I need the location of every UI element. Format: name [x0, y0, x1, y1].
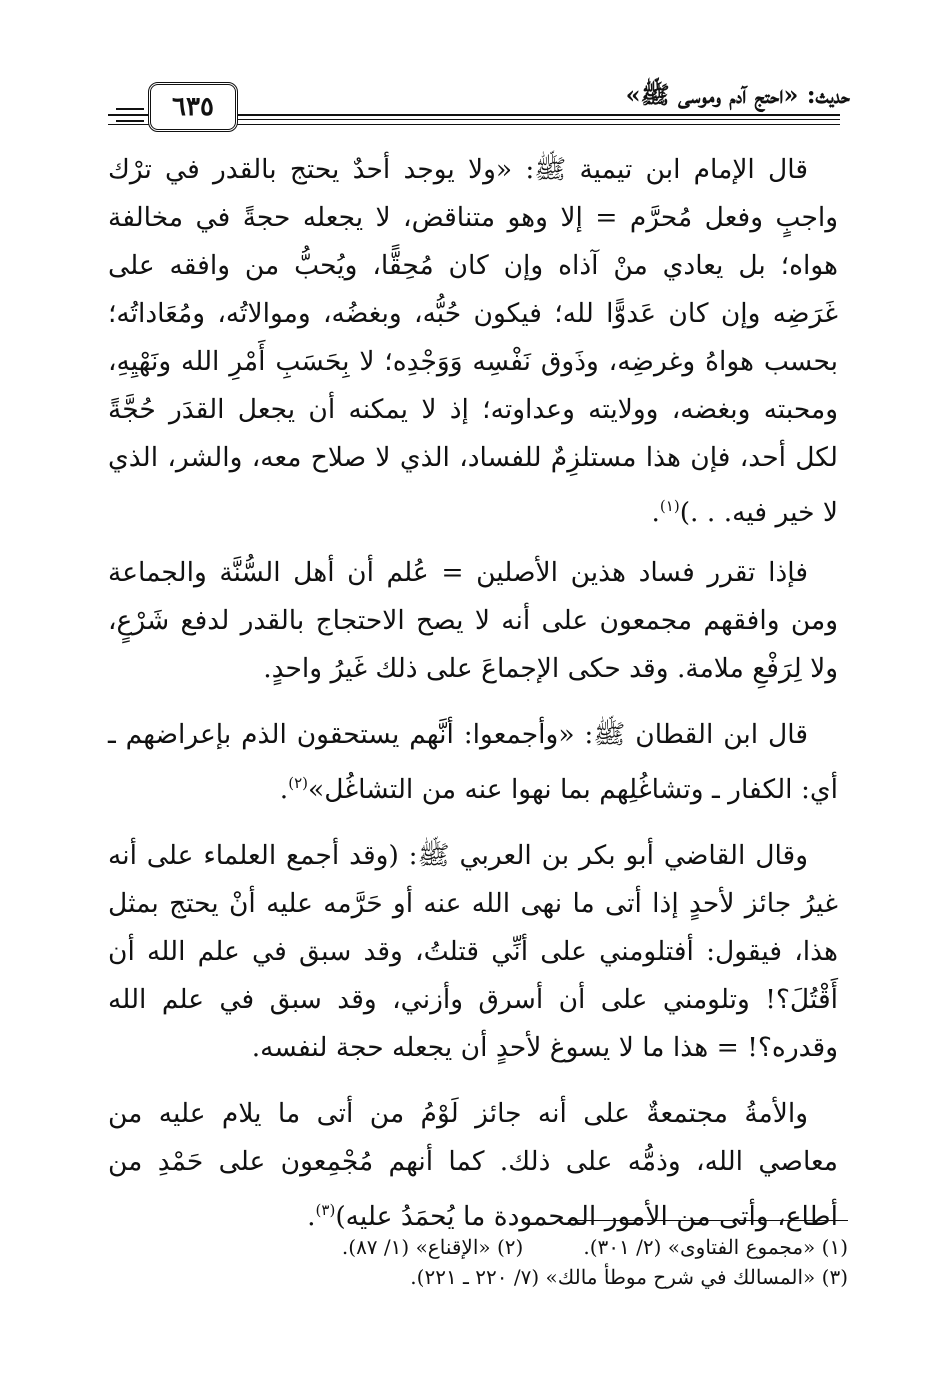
footnote-row [148, 1232, 848, 1262]
running-title: حديث: «احتج آدم وموسى ﷺ» [625, 80, 850, 109]
header-rule-ornament [116, 108, 144, 122]
paragraph [108, 549, 838, 693]
paragraph [108, 832, 838, 1072]
paragraph [108, 146, 838, 537]
paragraph [108, 711, 838, 814]
footnote-3: (٣) «المسالك في شرح موطأ مالك» (٧/ ٢٢٠ ـ ٢٢١). [410, 1265, 848, 1289]
main-text [108, 146, 838, 1258]
paragraph-end: . [651, 496, 660, 528]
paragraph-text: والأمةُ مجتمعةٌ على أنه جائز لَوْمُ من أتى ما يلام عليه من معاصي الله، وذمُّه على ذلك. كما أنهم مُجْمِعون على حَمْدِ من أطاع، وأتى من الأمور المحمودة ما يُحمَدُ عليه) [108, 1097, 838, 1232]
paragraph-text: قال ابن القطان ﷺ: «وأجمعوا: أنَّهم يستحقون الذم بإعراضهم ـ أي: الكفار ـ وتشاغُلِهم بما نهوا عنه من التشاغُل» [108, 718, 838, 805]
footnote-ref: (٢) [288, 773, 308, 792]
paragraph-text: وقال القاضي أبو بكر بن العربي ﷺ: (وقد أجمع العلماء على أنه غيرُ جائز لأحدٍ إذا أتى ما نهى الله عنه أو حَرَّمه عليه أنْ يحتج بمثل هذا، فيقول: أفتلومني على أنِّي قتلتُ، وقد سبق في علم الله أن أَقْتُلَ؟! وتلومني على أن أسرق وأزني، وقد سبق في علم الله وقدره؟! = هذا ما لا يسوغ لأحدٍ أن يجعله حجة لنفسه. [108, 839, 838, 1063]
footnote-divider [568, 1220, 848, 1221]
paragraph [108, 1090, 838, 1241]
footnote-ref: (٣) [315, 1200, 336, 1219]
paragraph-end: . [279, 773, 289, 805]
page-number: ٦٣٥ [148, 82, 238, 132]
paragraph-text: قال الإمام ابن تيمية ﷺ: «ولا يوجد أحدٌ يحتج بالقدر في ترْك واجبٍ وفعل مُحرَّم = إلا وهو متناقض، لا يجعله حجةً في مخالفة هواه؛ بل يعادي منْ آذاه وإن كان مُحِقًّا، ويُحبُّ من وافقه على غَرَضِه وإن كان عَدوًّا لله؛ فيكون حُبُّه، وبغضُه، وموالاتُه، ومُعَاداتُه؛ بحسب هواهُ وغرضِه، وذَوق نَفْسِه وَوَجْدِه؛ لا بِحَسَبِ أَمْرِ الله ونَهْيِهِ، ومحبته وبغضه، وولايته وعداوته؛ إذ لا يمكنه أن يجعل القدَر حُجَّةً لكل أحد، فإن هذا مستلزِمٌ للفساد، الذي لا صلاح معه، والشر، الذي لا خير فيه. . .) [108, 154, 838, 528]
header-rule [238, 119, 840, 120]
footnotes [148, 1232, 848, 1292]
footnote-row [148, 1262, 848, 1292]
paragraph-text: فإذا تقرر فساد هذين الأصلين = عُلم أن أهل السُّنَّة والجماعة ومن وافقهم مجمعون على أنه لا يصح الاحتجاج بالقدر لدفع شَرْعٍ، ولا لِرَفْعِ ملامة. وقد حكى الإجماعَ على ذلك غَيرُ واحدٍ. [108, 556, 838, 684]
footnote-2: (٢) «الإقناع» (١/ ٨٧). [341, 1235, 524, 1259]
footnote-ref: (١) [659, 497, 680, 515]
footnote-1: (١) «مجموع الفتاوى» (٢/ ٣٠١). [583, 1235, 848, 1259]
paragraph-end: . [307, 1200, 316, 1232]
